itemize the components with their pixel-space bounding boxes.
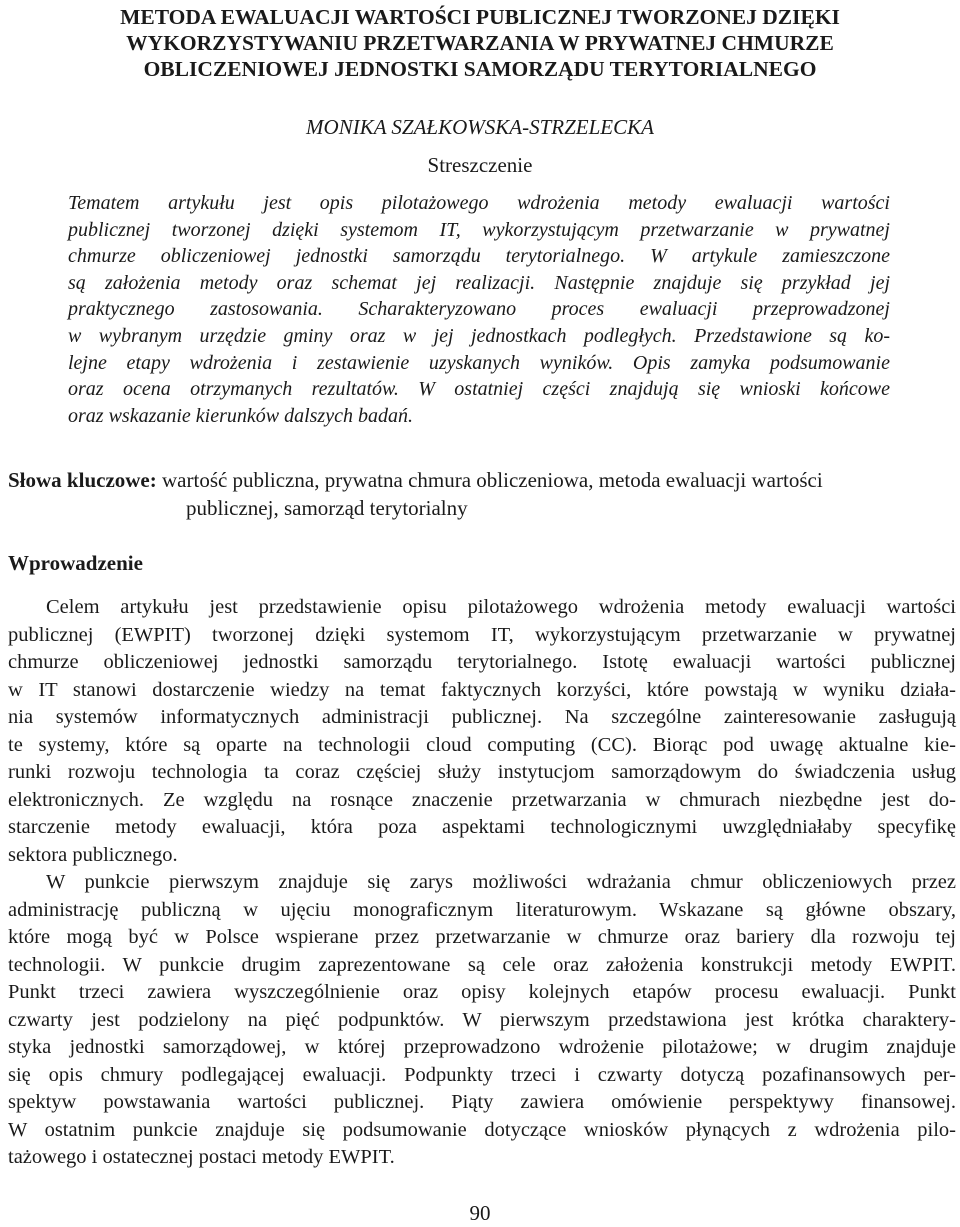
body-line: starczenie metody ewaluacji, która poza aspektami technologicznymi uwzględniałaby specyfikę <box>8 816 956 838</box>
title-line: OBLICZENIOWEJ JEDNOSTKI SAMORZĄDU TERYTORIALNEGO <box>143 57 817 81</box>
keywords-line: wartość publiczna, prywatna chmura obliczeniowa, metoda ewaluacji wartości <box>162 468 823 492</box>
body-line: tażowego i ostatecznej postaci metody EWPIT. <box>8 1146 395 1168</box>
body-line: runki rozwoju technologia ta coraz częściej służy instytucjom samorządowym do świadczenia usług <box>8 761 956 783</box>
abstract-line: Tematem artykułu jest opis pilotażowego wdrożenia metody ewaluacji wartości <box>68 192 890 214</box>
body-line: Celem artykułu jest przedstawienie opisu pilotażowego wdrożenia metody ewaluacji wartości <box>46 596 956 618</box>
body-line: Punkt trzeci zawiera wyszczególnienie oraz opisy kolejnych etapów procesu ewaluacji. Punkt <box>8 981 956 1003</box>
paragraph <box>8 594 956 869</box>
abstract-line: oraz wskazanie kierunków dalszych badań. <box>68 404 413 427</box>
body-line: W ostatnim punkcie znajduje się podsumowanie dotyczące wniosków płynących z wdrożenia pilo- <box>8 1118 956 1141</box>
body-line: styka jednostki samorządowej, w której przeprowadzono wdrożenie pilotażowe; w drugim znajduje <box>8 1036 956 1058</box>
body-line: sektora publicznego. <box>8 843 178 866</box>
body-line: chmurze obliczeniowej jednostki samorządu terytorialnego. Istotę ewaluacji wartości publicznej <box>8 651 956 673</box>
body-line: się opis chmury podlegającej ewaluacji. Podpunkty trzeci i czwarty dotyczą pozafinansowych per- <box>8 1063 956 1086</box>
abstract-line: chmurze obliczeniowej jednostki samorządu terytorialnego. W artykule zamieszczone <box>68 245 890 268</box>
body-line: te systemy, które są oparte na technologii cloud computing (CC). Biorąc pod uwagę aktualne kie- <box>8 733 956 756</box>
body-line: technologii. W punkcie drugim zaprezentowane są cele oraz założenia konstrukcji metody EWPIT. <box>8 953 956 976</box>
body-line: publicznej (EWPIT) tworzonej dzięki systemom IT, wykorzystującym przetwarzanie w prywatnej <box>8 623 956 646</box>
abstract-line: są założenia metody oraz schemat jej realizacji. Następnie znajduje się przykład jej <box>68 271 890 294</box>
author-name: MONIKA SZAŁKOWSKA-STRZELECKA <box>306 115 654 139</box>
body-line: administrację publiczną w ujęciu monograficznym literaturowym. Wskazane są główne obszary, <box>8 898 956 921</box>
title-line: WYKORZYSTYWANIU PRZETWARZANIA W PRYWATNEJ CHMURZE <box>126 31 834 55</box>
abstract-line: praktycznego zastosowania. Scharakteryzowano proces ewaluacji przeprowadzonej <box>68 298 890 321</box>
body-line: spektyw powstawania wartości publicznej. Piąty zawiera omówienie perspektywy finansowej. <box>8 1091 956 1113</box>
section-heading: Wprowadzenie <box>8 551 143 575</box>
abstract-heading: Streszczenie <box>427 153 533 177</box>
body-line: elektronicznych. Ze względu na rosnące znaczenie przetwarzania w chmurach niezbędne jest do- <box>8 788 956 811</box>
body-line: nia systemów informatycznych administracji publicznej. Na szczególne zainteresowanie zasługują <box>8 706 956 728</box>
title-line: METODA EWALUACJI WARTOŚCI PUBLICZNEJ TWORZONEJ DZIĘKI <box>120 5 840 29</box>
keywords-block <box>8 466 943 522</box>
keywords-line: publicznej, samorząd terytorialny <box>186 496 468 520</box>
body-line: W punkcie pierwszym znajduje się zarys możliwości wdrażania chmur obliczeniowych przez <box>46 871 956 893</box>
body-line: czwarty jest podzielony na pięć podpunktów. W pierwszym przedstawiona jest krótka charaktery- <box>8 1008 956 1031</box>
abstract-line: lejne etapy wdrożenia i zestawienie uzyskanych wyników. Opis zamyka podsumowanie <box>68 351 890 374</box>
abstract-line: publicznej tworzonej dzięki systemom IT, wykorzystującym przetwarzanie w prywatnej <box>68 218 890 241</box>
abstract-line: w wybranym urzędzie gminy oraz w jej jednostkach podległych. Przedstawione są ko- <box>68 324 890 347</box>
abstract-line: oraz ocena otrzymanych rezultatów. W ostatniej części znajdują się wnioski końcowe <box>68 378 890 401</box>
body-line: które mogą być w Polsce wspierane przez przetwarzanie w chmurze oraz bariery dla rozwoju tej <box>8 926 956 948</box>
abstract-text <box>68 190 890 429</box>
body-line: w IT stanowi dostarczenie wiedzy na temat faktycznych korzyści, które powstają w wyniku działa- <box>8 678 956 701</box>
page-number: 90 <box>469 1201 491 1225</box>
body-text <box>8 594 956 1172</box>
paragraph <box>8 869 956 1172</box>
keywords-label: Słowa kluczowe: <box>8 468 157 492</box>
article-title <box>0 4 960 82</box>
